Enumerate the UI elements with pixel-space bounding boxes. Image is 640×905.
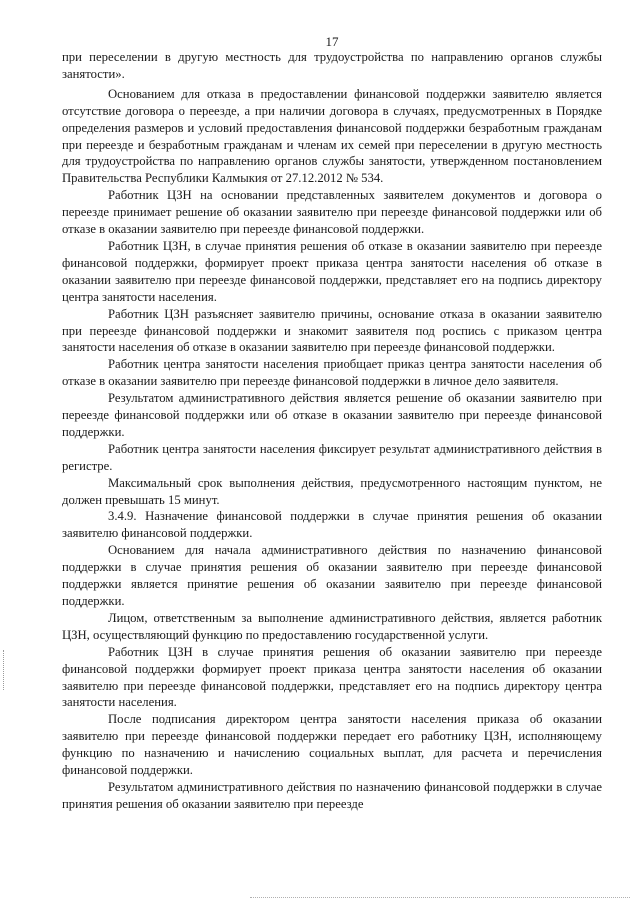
scan-bottom-edge [250,897,630,898]
paragraph-basis: Основанием для начала административного действия по назначению финансовой поддержки в случае принятия решения об оказании заявителю при переезде финансовой поддержки является принятие решения об оказании заявителю при переезде финансовой поддержки. [62,543,602,608]
paragraph-max-time: Максимальный срок выполнения действия, предусмотренного настоящим пунктом, не должен превышать 15 минут. [62,475,602,507]
paragraph-responsible: Лицом, ответственным за выполнение административного действия, является работник ЦЗН, осуществляющий функцию по предоставлению государственной услуги. [62,610,602,642]
paragraph-personal-file: Работник центра занятости населения приобщает приказ центра занятости населения об отказе в оказании заявителю при переезде финансовой поддержки в личное дело заявителя. [62,357,602,389]
paragraph-decision: Работник ЦЗН на основании представленных заявителем документов и договора о переезде принимает решение об оказании заявителю при переезде финансовой поддержки или об отказе в оказании заявителю при переезде финансовой поддержки. [62,188,602,237]
paragraph-refusal-explanation: Работник ЦЗН разъясняет заявителю причины, основание отказа в оказании заявителю при переезде финансовой поддержки и знакомит заявителя под роспись с приказом центра занятости населения об отказе в оказании заявителю при переезде финансовой поддержки. [62,306,602,355]
section-heading-3-4-9: 3.4.9. Назначение финансовой поддержки в случае принятия решения об оказании заявителю финансовой поддержки. [62,509,602,541]
paragraph-order-draft: Работник ЦЗН в случае принятия решения об оказании заявителю при переезде финансовой поддержки формирует проект приказа центра занятости населения об оказании заявителю при переезде финансовой поддержки, представляет его на подпись директору центра занятости населения. [62,644,602,710]
document-body [62,49,602,813]
paragraph-result: Результатом административного действия является решение об оказании заявителю при переезде финансовой поддержки или об отказе в оказании заявителю при переезде финансовой поддержки. [62,391,602,439]
paragraph-result-cut: Результатом административного действия по назначению финансовой поддержки в случае принятия решения об оказании заявителю при переезде [62,779,602,811]
paragraph-continuation: при переселении в другую местность для трудоустройства по направлению органов службы занятости». [62,50,602,81]
paragraph-refusal-grounds: Основанием для отказа в предоставлении финансовой поддержки заявителю является отсутствие договора о переезде, а при наличии договора в случаях, предусмотренных в Порядке определения размеров и условий предоставления финансовой поддержки безработным гражданам при переезде и безработным гражданам и членам их семей при переселении в другую местность для трудоустройства по направлению органов службы занятости, утвержденном постановлением Правительства Республики Калмыкия от 27.12.2012 № 534. [62,86,602,186]
page-number: 17 [325,34,339,49]
scan-margin-mark [3,650,5,690]
paragraph-refusal-order-draft: Работник ЦЗН, в случае принятия решения об отказе в оказании заявителю при переезде финансовой поддержки, формирует проект приказа центра занятости населения об отказе в оказании заявителю при переезде финансовой поддержки, представляет его на подпись директору центра занятости населения. [62,238,602,304]
paragraph-registry: Работник центра занятости населения фиксирует результат административного действия в регистре. [62,441,602,473]
paragraph-after-signing: После подписания директором центра занятости населения приказа об оказании заявителю при переезде финансовой поддержки передает его работнику ЦЗН, исполняющему функцию по назначению и начислению социальных выплат, для расчета и перечисления финансовой поддержки. [62,712,602,778]
